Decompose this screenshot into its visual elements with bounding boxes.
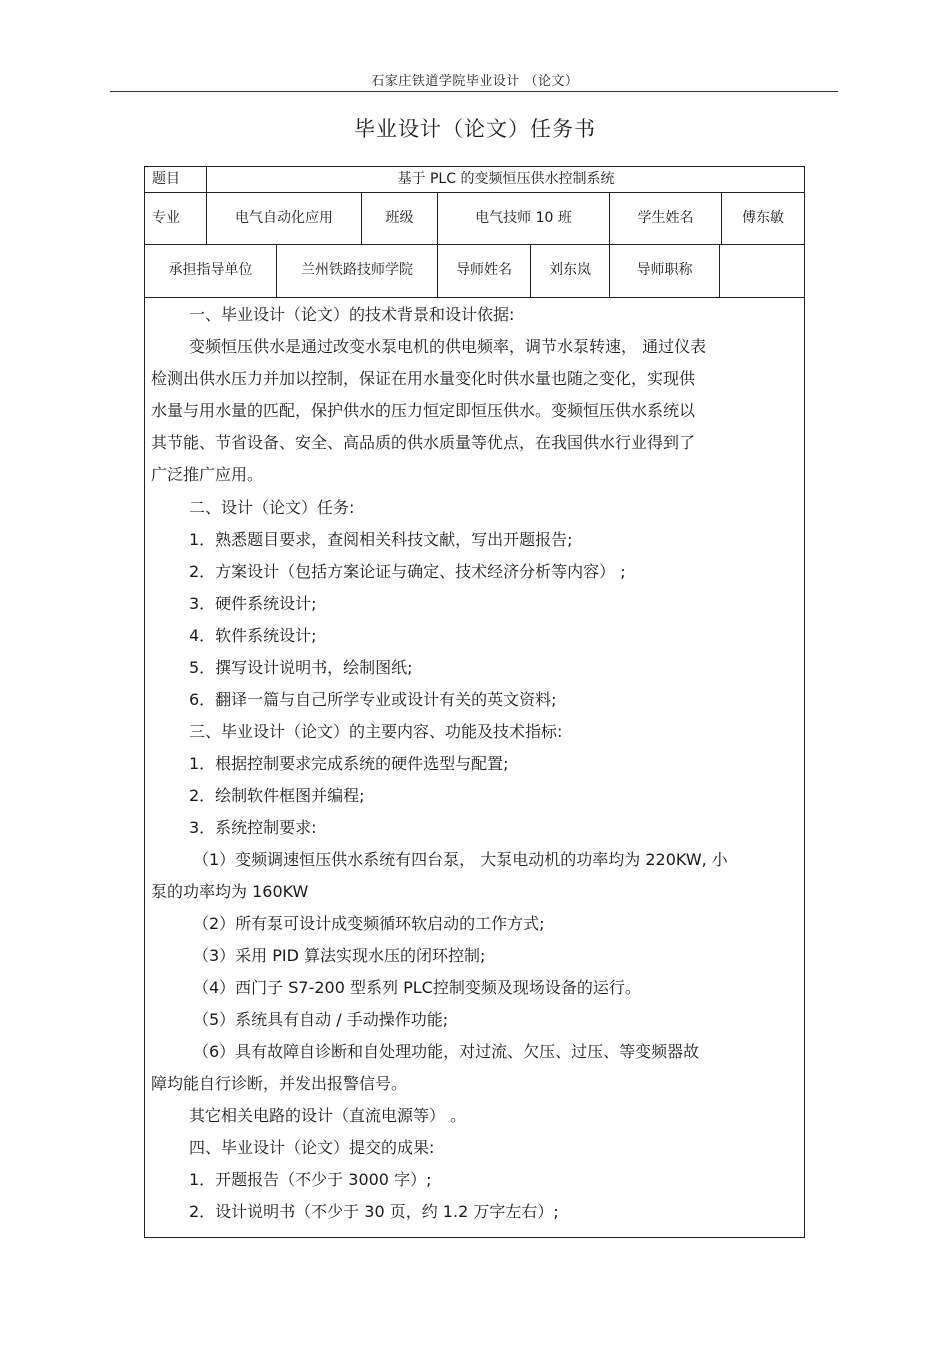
unit-value: 兰州铁路技师学院: [301, 262, 413, 278]
student-name-value: 傅东敏: [742, 210, 784, 226]
student-name-label: 学生姓名: [637, 210, 694, 226]
list-item: 2．设计说明书（不少于 30 页，约 1.2 万字左右）;: [189, 1202, 559, 1221]
list-item: 2．绘制软件框图并编程;: [189, 786, 365, 805]
row-divider: [145, 244, 804, 245]
paragraph-line: 检测出供水压力并加以控制，保证在用水量变化时供水量也随之变化，实现供: [151, 369, 696, 388]
list-item: 1．根据控制要求完成系统的硬件选型与配置;: [189, 754, 509, 773]
paragraph-line: 其它相关电路的设计（直流电源等） 。: [189, 1106, 467, 1125]
list-item: 1．开题报告（不少于 3000 字）;: [189, 1170, 432, 1189]
section-heading-4: 四、毕业设计（论文）提交的成果:: [189, 1138, 435, 1157]
list-item: 4．软件系统设计;: [189, 626, 317, 645]
col-divider: [719, 244, 720, 297]
task-table: [144, 166, 805, 1238]
advisor-name-label: 导师姓名: [456, 262, 512, 278]
sub-list-item: （5）系统具有自动 / 手动操作功能;: [193, 1010, 449, 1029]
list-item: 1．熟悉题目要求，查阅相关科技文献，写出开题报告;: [189, 530, 573, 549]
class-label: 班级: [385, 210, 414, 226]
list-item: 3．硬件系统设计;: [189, 594, 317, 613]
list-item: 2．方案设计（包括方案论证与确定、技术经济分析等内容） ;: [189, 562, 626, 581]
sub-list-item: （6）具有故障自诊断和自处理功能，对过流、欠压、过压、等变频器故: [193, 1042, 700, 1061]
paragraph-line: 水量与用水量的匹配，保护供水的压力恒定即恒压供水。变频恒压供水系统以: [151, 401, 696, 420]
sub-list-item: （2）所有泵可设计成变频循环软启动的工作方式;: [193, 914, 545, 933]
header-rule: [110, 91, 838, 92]
paragraph-line: 其节能、节省设备、安全、高品质的供水质量等优点，在我国供水行业得到了: [151, 433, 696, 452]
page-header: 石家庄铁道学院毕业设计 （论文）: [371, 74, 579, 89]
section-heading-1: 一、毕业设计（论文）的技术背景和设计依据:: [189, 305, 515, 324]
sub-list-item: （1）变频调速恒压供水系统有四台泵， 大泵电动机的功率均为 220KW, 小: [193, 850, 728, 869]
major-label: 专业: [152, 210, 180, 226]
row-divider: [145, 192, 804, 193]
list-item: 3．系统控制要求:: [189, 818, 317, 837]
advisor-name-value: 刘东岚: [549, 262, 591, 278]
topic-value: 基于 PLC 的变频恒压供水控制系统: [397, 171, 615, 187]
class-value: 电气技师 10 班: [475, 210, 572, 226]
list-item: 5．撰写设计说明书，绘制图纸;: [189, 658, 413, 677]
row-divider: [145, 297, 804, 298]
unit-label: 承担指导单位: [168, 262, 253, 278]
document-title: 毕业设计（论文）任务书: [354, 117, 596, 141]
paragraph-line: 障均能自行诊断，并发出报警信号。: [151, 1074, 408, 1093]
sub-list-item: （3）采用 PID 算法实现水压的闭环控制;: [193, 946, 486, 965]
paragraph-line: 变频恒压供水是通过改变水泵电机的供电频率，调节水泵转速， 通过仪表: [189, 337, 707, 356]
section-heading-3: 三、毕业设计（论文）的主要内容、功能及技术指标:: [189, 722, 563, 741]
list-item: 6．翻译一篇与自己所学专业或设计有关的英文资料;: [189, 690, 557, 709]
advisor-title-label: 导师职称: [636, 262, 693, 278]
paragraph-line: 广泛推广应用。: [151, 465, 264, 484]
section-heading-2: 二、设计（论文）任务:: [189, 498, 355, 517]
paragraph-line: 泵的功率均为 160KW: [151, 882, 309, 901]
major-value: 电气自动化应用: [235, 210, 333, 226]
sub-list-item: （4）西门子 S7-200 型系列 PLC控制变频及现场设备的运行。: [193, 978, 641, 997]
topic-label: 题目: [152, 171, 180, 187]
